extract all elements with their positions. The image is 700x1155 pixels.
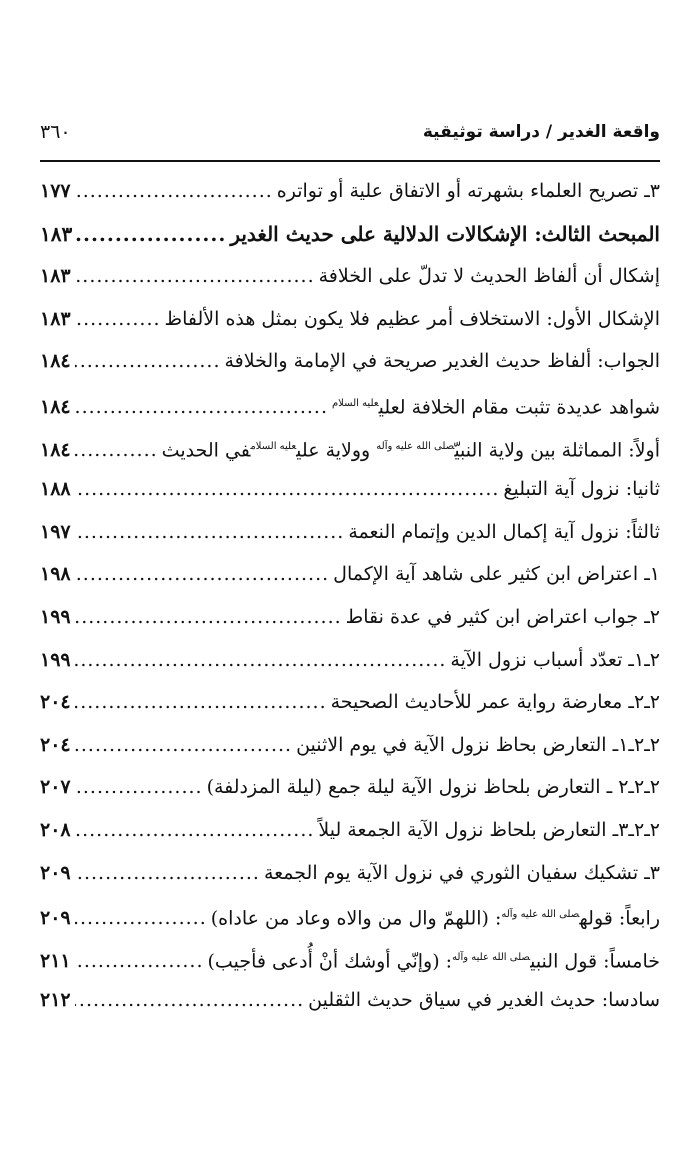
dot-leader [75,468,500,511]
toc-entry-page: ١٩٩ [40,605,71,628]
toc-entry[interactable] [40,170,660,213]
toc-entry[interactable] [40,809,660,852]
dot-leader [75,386,328,429]
toc-entry-page: ١٨٣ [40,307,71,330]
toc-entry-title [318,809,660,852]
toc-entry-page: ١٩٨ [40,563,71,586]
book-title: واقعة الغدير / دراسة توثيقية [422,122,660,142]
title-text: ١ـ اعتراض ابن كثير على شاهد آية الإكمال [333,563,660,586]
toc-entry-page: ٢٠٤ [40,733,71,756]
toc-entry-page: ٢٠٩ [40,907,71,930]
toc-entry[interactable] [40,340,660,383]
toc-entry-title [331,681,660,724]
toc-entry[interactable] [40,426,660,469]
toc-entry-page: ١٨٣ [40,221,73,246]
title-text: : (اللهمّ وال من والاه وعاد من عاداه) [210,907,502,930]
toc-entry-page: ١٨٤ [40,396,71,419]
dot-leader [75,255,315,298]
toc-entry-title [332,383,660,429]
toc-entry[interactable] [40,596,660,639]
honorific: صلى الله عليه وآله [452,951,531,963]
title-text: ٢ـ١ـ تعدّد أسباب نزول الآية [450,648,660,671]
title-text: ثانيا: نزول آية التبليغ [503,478,660,501]
dot-leader [75,766,203,809]
dot-leader [75,940,204,983]
title-text: ٢ـ٢ـ٢ ـ التعارض بلحاظ نزول الآية ليلة جمع (ليلة المزدلفة) [206,776,660,799]
title-text: سادسا: حديث الغدير في سياق حديث الثقلين [308,989,660,1012]
toc-entry-title [207,766,660,809]
dot-leader [75,553,330,596]
toc-entry-page: ١٨٤ [40,438,71,461]
honorific: عليه السلام [331,397,379,409]
toc-entry-title [208,937,660,983]
honorific: صلى الله عليه وآله [501,909,580,921]
toc-entry-title [224,340,660,383]
toc-entry-title [264,852,660,895]
toc-entry[interactable] [40,639,660,682]
toc-entry-title [319,255,660,298]
toc-entry-page: ٢٠٤ [40,691,71,714]
toc-entry[interactable] [40,681,660,724]
toc-entry[interactable] [40,553,660,596]
title-text: إشكال أن ألفاظ الحديث لا تدلّ على الخلافة [318,265,660,288]
page-number: ٣٦٠ [40,121,71,143]
toc-entry-title [503,468,660,511]
title-text: الإشكال الأول: الاستخلاف أمر عظيم فلا يكون بمثل هذه الألفاظ [164,307,660,330]
toc-entry-title [211,894,660,940]
title-text: ٣ـ تصريح العلماء بشهرته أو الاتفاق علية أو تواتره [276,180,660,202]
dot-leader [75,809,315,852]
dot-leader [75,298,161,341]
toc-entry-title [277,170,660,213]
toc-entry-page: ١٨٨ [40,478,71,501]
table-of-contents [40,170,660,1022]
toc-entry[interactable] [40,852,660,895]
title-text: ثالثاً: نزول آية إكمال الدين وإتمام النعمة [348,520,660,543]
dot-leader [75,170,273,213]
title-text: ٢ـ٢ـ٣ـ التعارض بلحاظ نزول الآية الجمعة ليلاً [318,818,660,841]
toc-entry-page: ٢٠٨ [40,818,71,841]
toc-entry-title [165,298,660,341]
toc-entry[interactable] [40,894,660,937]
title-text: ٢ـ٢ـ١ـ التعارض بحاظ نزول الآية في يوم الاثنين [296,733,660,756]
title-text: أولاً: المماثلة بين ولاية النبيّ [454,438,660,461]
toc-entry-title [308,979,660,1022]
toc-entry-page: ١٨٤ [40,350,71,373]
title-text: في الحديث [161,438,251,461]
toc-entry[interactable] [40,213,660,256]
toc-entry-title [230,213,660,256]
toc-entry-title [450,639,660,682]
honorific: عليه السلام [250,440,297,452]
title-text: : (وإنّي أوشك أنْ أُدعى فأجيب) [207,950,453,973]
dot-leader [75,681,327,724]
dot-leader [76,213,226,256]
toc-entry-title [346,596,660,639]
title-text: شواهد عديدة تثبت مقام الخلافة لعلي [378,396,660,419]
dot-leader [75,979,305,1022]
title-text: رابعاً: قوله [579,907,660,930]
toc-entry-page: ٢٠٩ [40,861,71,884]
dot-leader [75,511,345,554]
dot-leader [75,639,447,682]
toc-entry[interactable] [40,255,660,298]
title-text: ٢ـ جواب اعتراض ابن كثير في عدة نقاط [345,605,660,628]
toc-entry-page: ١٨٣ [40,265,71,288]
dot-leader [75,596,342,639]
dot-leader [75,897,207,940]
toc-entry-page: ١٩٧ [40,520,71,543]
dot-leader [75,852,260,895]
toc-entry[interactable] [40,298,660,341]
toc-entry[interactable] [40,766,660,809]
toc-entry[interactable] [40,979,660,1022]
toc-entry-page: ١٩٩ [40,648,71,671]
toc-entry[interactable] [40,724,660,767]
running-header [40,112,660,152]
toc-entry-title [333,553,660,596]
toc-entry[interactable] [40,468,660,511]
title-text: ٣ـ تشكيك سفيان الثوري في نزول الآية يوم الجمعة [263,861,660,884]
honorific: صلى الله عليه وآله [376,440,455,452]
toc-entry-title [296,724,660,767]
title-text: المبحث الثالث: الإشكالات الدلالية على حديث الغدير [230,221,660,246]
toc-entry-title [348,511,660,554]
dot-leader [75,724,292,767]
toc-entry-page: ١٧٧ [40,180,71,202]
toc-entry-page: ٢١٢ [40,989,71,1012]
dot-leader [75,429,158,472]
toc-entry-page: ٢٠٧ [40,776,71,799]
title-text: الجواب: ألفاظ حديث الغدير صريحة في الإمامة والخلافة [224,350,660,373]
toc-entry-title [162,426,660,472]
toc-entry-page: ٢١١ [40,950,71,973]
toc-entry[interactable] [40,511,660,554]
toc-entry[interactable] [40,937,660,980]
header-rule [40,160,660,162]
title-text: وولاية علي [296,438,371,461]
title-text: ٢ـ٢ـ معارضة رواية عمر للأحاديث الصحيحة [330,691,660,714]
dot-leader [75,340,221,383]
toc-entry[interactable] [40,383,660,426]
title-text: خامساً: قول النبي [530,950,660,973]
